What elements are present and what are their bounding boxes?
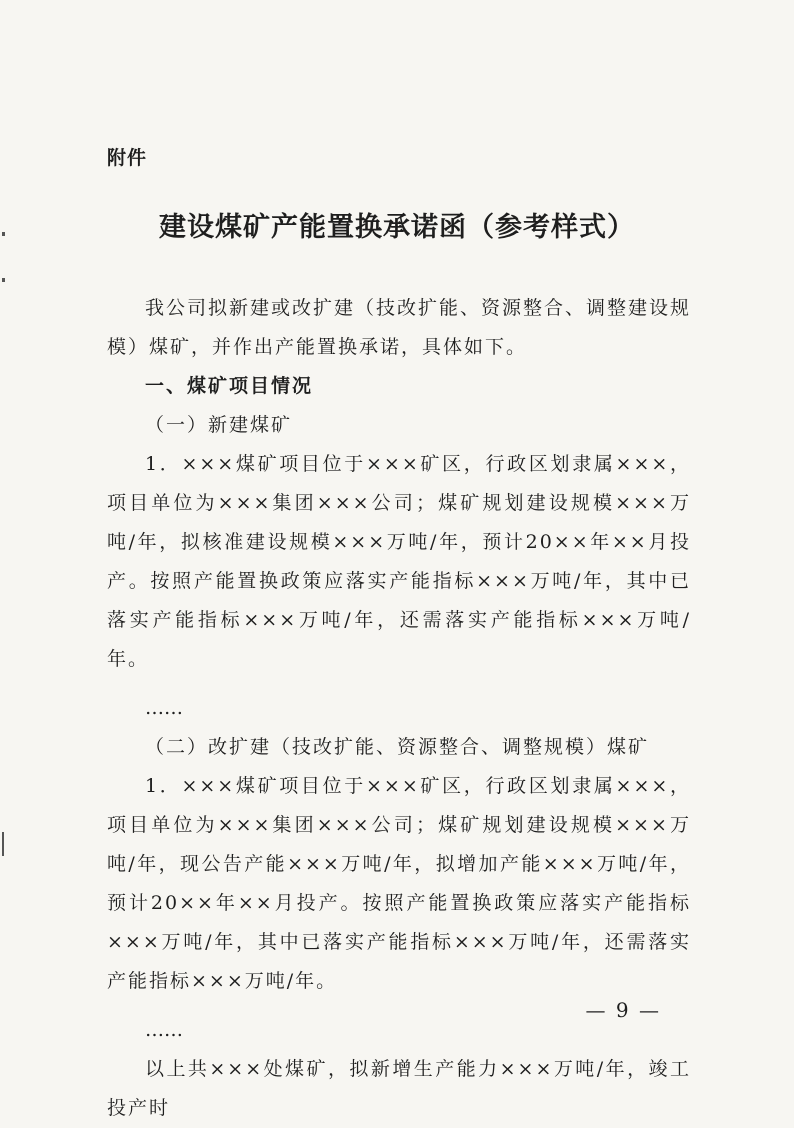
document-title: 建设煤矿产能置换承诺函（参考样式） xyxy=(159,212,635,243)
subsection-heading: （一）新建煤矿 xyxy=(145,414,293,436)
scan-edge-mark xyxy=(2,278,5,282)
attachment-label: 附件 xyxy=(107,147,148,169)
scan-edge-mark xyxy=(2,832,4,856)
ellipsis: …… xyxy=(145,697,183,719)
page-number: — 9 — xyxy=(585,998,661,1022)
project-paragraph: 1．×××煤矿项目位于×××矿区，行政区划隶属×××，项目单位为×××集团×××公司；煤矿规划建设规模×××万吨/年，现公告产能×××万吨/年，拟增加产能×××万吨/年，预计20××年××月投产。按照产能置换政策应落实产能指标×××万吨/年，其中已落实产能指标×××万吨/年，还需落实产能指标×××万吨/年。 xyxy=(107,775,691,992)
ellipsis: …… xyxy=(145,1019,183,1041)
section-heading: 一、煤矿项目情况 xyxy=(145,375,314,397)
project-paragraph: 1．×××煤矿项目位于×××矿区，行政区划隶属×××，项目单位为×××集团×××公司；煤矿规划建设规模×××万吨/年，拟核准建设规模×××万吨/年，预计20××年××月投产。按照产能置换政策应落实产能指标×××万吨/年，其中已落实产能指标×××万吨/年，还需落实产能指标×××万吨/年。 xyxy=(107,453,691,670)
subsection-heading: （二）改扩建（技改扩能、资源整合、调整规模）煤矿 xyxy=(145,736,650,758)
summary-paragraph: 以上共×××处煤矿，拟新增生产能力×××万吨/年，竣工投产时 xyxy=(107,1058,691,1119)
intro-paragraph: 我公司拟新建或改扩建（技改扩能、资源整合、调整建设规模）煤矿，并作出产能置换承诺，具体如下。 xyxy=(107,297,692,358)
